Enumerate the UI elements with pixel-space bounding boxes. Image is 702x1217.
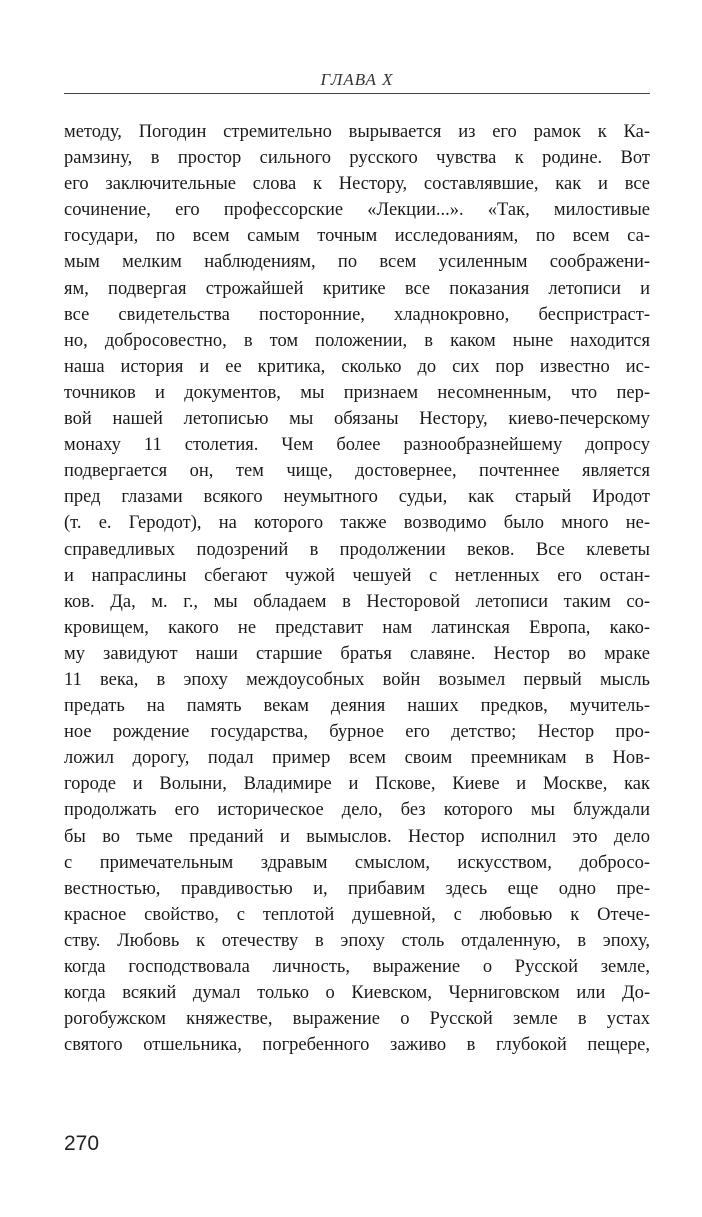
text-line: рогобужском княжестве, выражение о Русской земле в устах xyxy=(64,1009,650,1030)
text-line: вестностью, правдивостью и, прибавим здесь еще одно пре- xyxy=(64,878,650,899)
text-line: ков. Да, м. г., мы обладаем в Несторовой летописи таким со- xyxy=(64,591,650,612)
text-line: вой нашей летописью мы обязаны Нестору, киево-печерскому xyxy=(64,409,650,430)
page-number: 270 xyxy=(64,1132,100,1155)
text-line: методу, Погодин стремительно вырывается из его рамок к Ка- xyxy=(64,122,650,142)
body-text xyxy=(64,119,650,1058)
text-line: наша история и ее критика, сколько до сих пор известно ис- xyxy=(64,356,650,377)
text-line: сочинение, его профессорские «Лекции...». «Так, милостивые xyxy=(64,200,650,221)
text-line: с примечательным здравым смыслом, искусством, добросо- xyxy=(64,852,650,873)
text-line: (т. е. Геродот), на которого также возводимо было много не- xyxy=(64,513,650,534)
text-line: святого отшельника, погребенного заживо в глубокой пещере, xyxy=(64,1035,650,1056)
text-line: но, добросовестно, в том положении, в каком ныне находится xyxy=(64,330,650,351)
text-line: 11 века, в эпоху междоусобных войн возымел первый мысль xyxy=(64,669,650,690)
text-line: справедливых подозрений в продолжении веков. Все клеветы xyxy=(64,539,650,560)
text-line: все свидетельства посторонние, хладнокровно, беспристраст- xyxy=(64,304,650,325)
header-rule xyxy=(64,93,650,94)
text-line: ству. Любовь к отечеству в эпоху столь отдаленную, в эпоху, xyxy=(64,930,650,951)
text-line: монаху 11 столетия. Чем более разнообразнейшему допросу xyxy=(64,435,650,456)
text-line: рамзину, в простор сильного русского чувства к родине. Вот xyxy=(64,148,650,169)
text-line: государи, по всем самым точным исследованиям, по всем са- xyxy=(64,226,650,247)
text-line: точников и документов, мы признаем несомненным, что пер- xyxy=(64,382,650,403)
text-line: когда господствовала личность, выражение о Русской земле, xyxy=(64,957,650,977)
text-line: бы во тьме преданий и вымыслов. Нестор исполнил это дело xyxy=(64,826,650,847)
running-head-title: ГЛАВА X xyxy=(320,70,394,89)
text-line: и напраслины сбегают чужой чешуей с нетленных его остан- xyxy=(64,565,650,586)
text-line: когда всякий думал только о Киевском, Черниговском или До- xyxy=(64,983,650,1004)
text-line: кровищем, какого не представит нам латинская Европа, како- xyxy=(64,617,650,638)
text-line: пред глазами всякого неумытного судьи, как старый Иродот xyxy=(64,487,650,508)
text-line: городе и Волыни, Владимире и Пскове, Киеве и Москве, как xyxy=(64,774,650,795)
text-line: продолжать его историческое дело, без которого мы блуждали xyxy=(64,800,650,821)
text-line: ложил дорогу, подал пример всем своим преемникам в Нов- xyxy=(64,748,650,769)
text-line: красное свойство, с теплотой душевной, с любовью к Отече- xyxy=(64,904,650,925)
text-line: подвергается он, тем чище, достовернее, почтеннее является xyxy=(64,461,650,482)
text-line: ям, подвергая строжайшей критике все показания летописи и xyxy=(64,278,650,299)
text-line: му завидуют наши старшие братья славяне. Нестор во мраке xyxy=(64,643,650,664)
text-line: его заключительные слова к Нестору, составлявшие, как и все xyxy=(64,174,650,195)
text-line: мым мелким наблюдениям, по всем усиленным соображени- xyxy=(64,252,650,273)
text-line: ное рождение государства, бурное его детство; Нестор про- xyxy=(64,722,650,743)
text-line: предать на память векам деяния наших предков, мучитель- xyxy=(64,696,650,717)
